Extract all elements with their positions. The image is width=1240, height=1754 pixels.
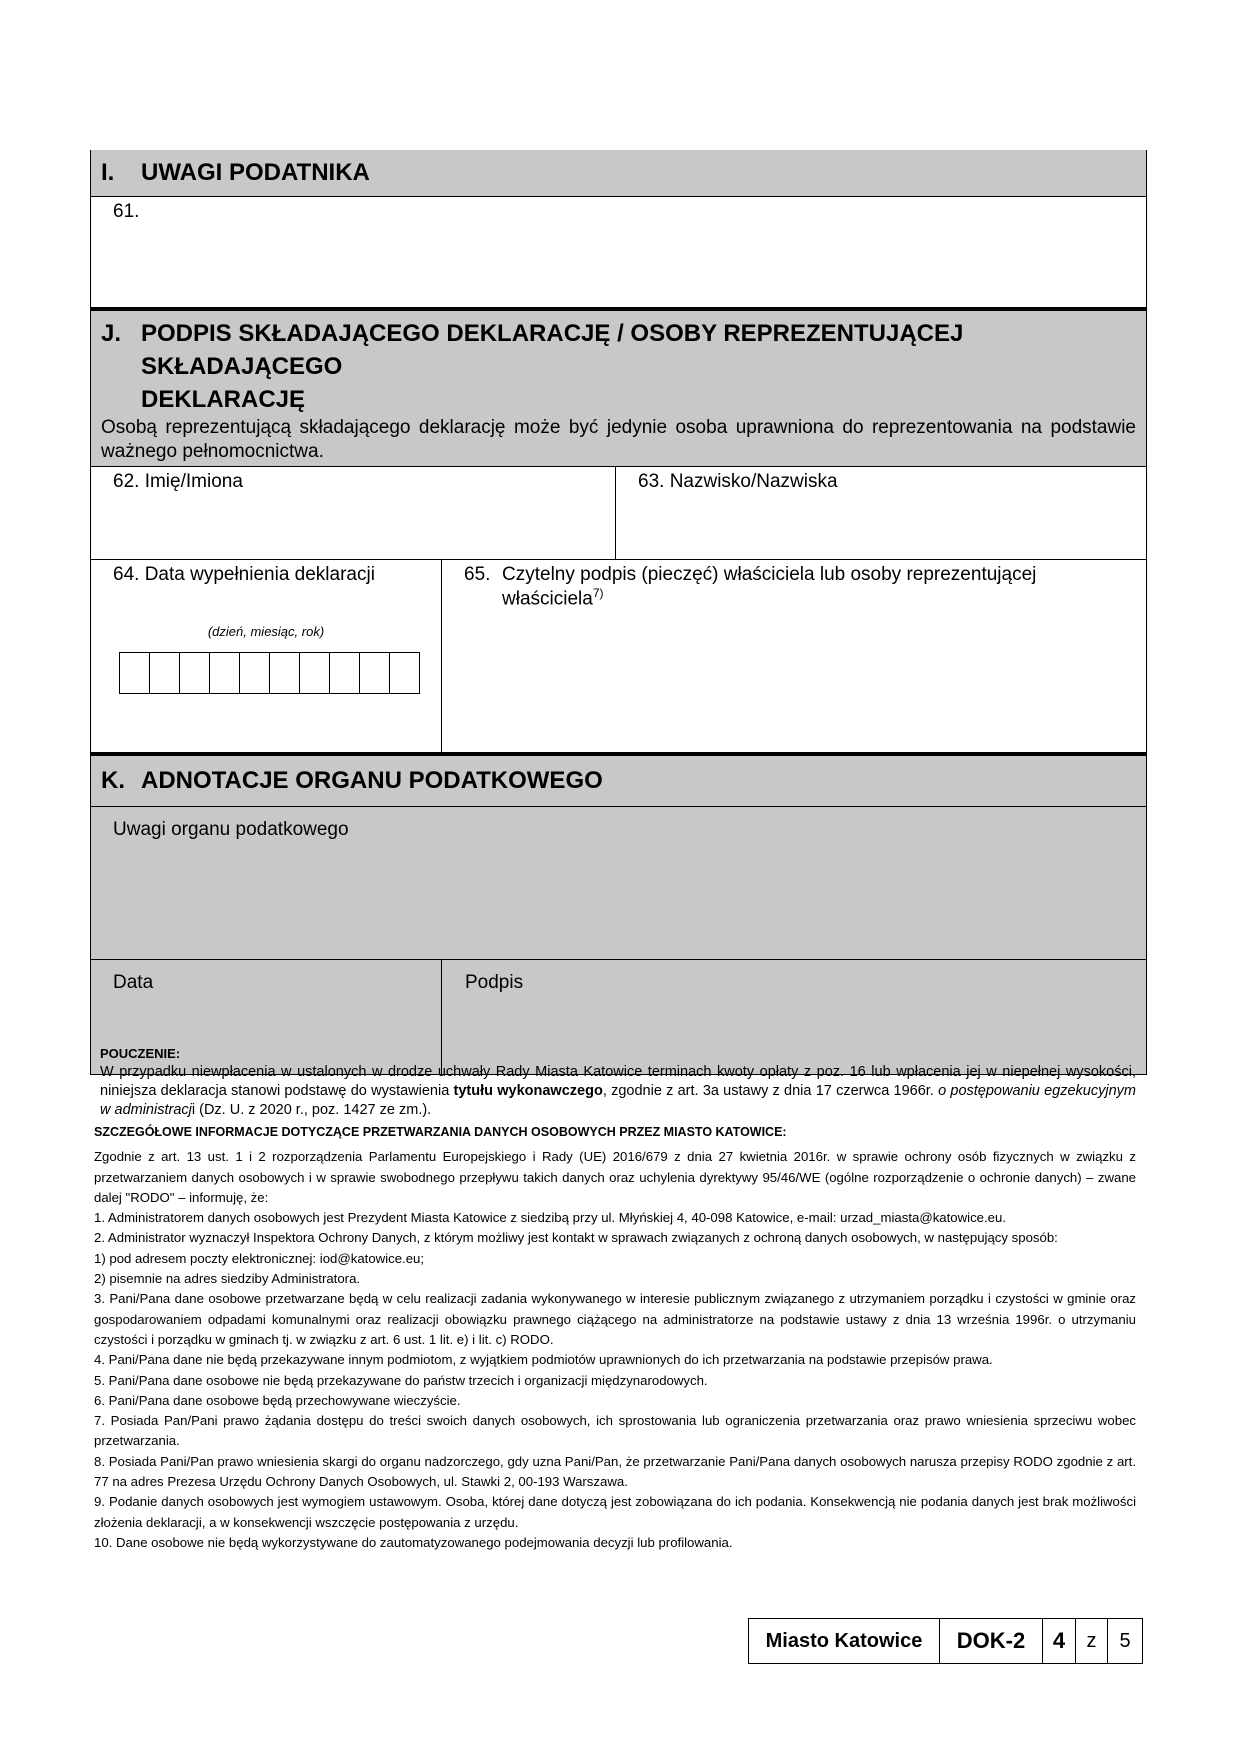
gdpr-information-block xyxy=(94,1122,1136,1553)
field-63-label: 63. Nazwisko/Nazwiska xyxy=(638,471,838,492)
tax-authority-date-label: Data xyxy=(113,972,154,993)
instruction-title: POUCZENIE: xyxy=(100,1046,181,1061)
gdpr-paragraph: 4. Pani/Pana dane nie będą przekazywane innym podmiotom, z wyjątkiem podmiotów uprawnionych do ich przetwarzania na podstawie przepisów prawa. xyxy=(94,1352,993,1368)
page-footer xyxy=(748,1618,1143,1664)
date-signature-row xyxy=(91,560,1146,756)
gdpr-paragraph: 1) pod adresem poczty elektronicznej: iod@katowice.eu; xyxy=(94,1250,425,1266)
gdpr-title: SZCZEGÓŁOWE INFORMACJE DOTYCZĄCE PRZETWARZANIA DANYCH OSOBOWYCH PRZEZ MIASTO KATOWICE: xyxy=(94,1125,787,1139)
date-box[interactable] xyxy=(300,653,330,693)
tax-authority-signature-label: Podpis xyxy=(465,972,524,993)
footnote-7-marker: 7) xyxy=(592,586,604,600)
gdpr-paragraph: 7. Posiada Pan/Pani prawo żądania dostępu do treści swoich danych osobowych, ich sprostowania lub ograniczenia przetwarzania oraz prawo wniesienia sprzeciwu wobec przetwarzania. xyxy=(94,1413,1136,1449)
field-65-text: Czytelny podpis (pieczęć) właściciela lub osoby reprezentującej właściciela xyxy=(502,564,1037,610)
gdpr-paragraph: Zgodnie z art. 13 ust. 1 i 2 rozporządzenia Parlamentu Europejskiego i Rady (UE) 2016/679 z dnia 27 kwietnia 2016r. w sprawie ochrony osób fizycznych w związku z przetwarzaniem danych osobowych i w sprawie swobodnego przepływu takich danych oraz uchylenia dyrektywy 95/46/WE (ogólne rozporządzenie o ochronie danych) – zwane dalej "RODO" – informuję, że: xyxy=(94,1149,1136,1205)
gdpr-paragraph: 2. Administrator wyznaczył Inspektora Ochrony Danych, z którym możliwy jest kontakt w sprawach związanych z ochroną danych osobowych, w następujący sposób: xyxy=(94,1230,1058,1246)
gdpr-paragraph: 2) pisemnie na adres siedziby Administratora. xyxy=(94,1271,361,1287)
gdpr-paragraph: 10. Dane osobowe nie będą wykorzystywane do zautomatyzowanego podejmowania decyzji lub profilowania. xyxy=(94,1534,733,1550)
date-format-hint: (dzień, miesiąc, rok) xyxy=(207,624,325,639)
section-j-title-line1: PODPIS SKŁADAJĄCEGO DEKLARACJĘ / OSOBY REPREZENTUJĄCEJ SKŁADAJĄCEGO xyxy=(141,320,964,380)
section-j-title-line2: DEKLARACJĘ xyxy=(141,386,306,413)
section-i xyxy=(91,150,1146,311)
field-65-signature[interactable] xyxy=(442,560,1146,752)
gdpr-paragraph: 9. Podanie danych osobowych jest wymogiem ustawowym. Osoba, której dane dotyczą jest zobowiązana do ich podania. Konsekwencją nie podania danych jest brak możliwości złożenia deklaracji, a w konsekwencji wszczęcie postępowania z urzędu. xyxy=(94,1494,1136,1530)
section-j-letter: J. xyxy=(101,320,122,347)
instruction-block xyxy=(100,1044,1136,1120)
gdpr-paragraph: 6. Pani/Pana dane osobowe będą przechowywane wieczyście. xyxy=(94,1392,461,1408)
date-box[interactable] xyxy=(270,653,300,693)
field-62-first-names[interactable] xyxy=(91,467,616,559)
field-65-label xyxy=(464,564,1086,610)
section-k-letter: K. xyxy=(101,767,125,794)
section-i-title: UWAGI PODATNIKA xyxy=(141,159,370,186)
tax-authority-remarks-label: Uwagi organu podatkowego xyxy=(113,819,349,840)
section-i-letter: I. xyxy=(101,159,115,186)
date-box[interactable] xyxy=(240,653,270,693)
date-box[interactable] xyxy=(360,653,390,693)
field-61-taxpayer-remarks[interactable] xyxy=(91,197,1146,311)
instruction-text-part: W przypadku niewpłacenia w ustalonych w drodze uchwały Rady Miasta Katowice terminach kwoty opłaty z poz. 16 lub wpłacenia jej w niepełnej wysokości, niniejsza deklaracja stanowi podstawę do wystawienia xyxy=(100,1064,1136,1099)
section-k-title: ADNOTACJE ORGANU PODATKOWEGO xyxy=(141,767,603,794)
date-input-boxes[interactable] xyxy=(119,652,420,694)
footer-total-pages: 5 xyxy=(1119,1629,1131,1652)
section-i-header xyxy=(91,150,1146,197)
field-62-label: 62. Imię/Imiona xyxy=(113,471,243,492)
footer-page-number: 4 xyxy=(1043,1619,1076,1663)
section-k-header xyxy=(91,756,1146,807)
gdpr-paragraph: 3. Pani/Pana dane osobowe przetwarzane będą w celu realizacji zadania wykonywanego w interesie publicznym związanego z utrzymaniem porządku i czystości w gminie oraz gospodarowaniem odpadami komunalnymi oraz realizacji obowiązku prawnego ciążącego na administratorze na podstawie ustawy z dnia 13 września 1996r. o utrzymaniu czystości i porządku w gminach tj. w związku z art. 6 ust. 1 lit. e) i lit. c) RODO. xyxy=(94,1291,1136,1347)
field-64-fill-date xyxy=(91,560,442,752)
gdpr-paragraph: 8. Posiada Pani/Pan prawo wniesienia skargi do organu nadzorczego, gdy uzna Pani/Pan, że przetwarzanie Pani/Pana danych osobowych narusza przepisy RODO zgodnie z art. 77 na adres Prezesa Urzędu Ochrony Danych Osobowych, ul. Stawki 2, 00-193 Warszawa. xyxy=(94,1453,1136,1490)
gdpr-paragraph: 1. Administratorem danych osobowych jest Prezydent Miasta Katowice z siedzibą przy ul. Młyńskiej 4, 40-098 Katowice, e-mail: urzad_miasta@katowice.eu. xyxy=(94,1210,1007,1226)
date-box[interactable] xyxy=(210,653,240,693)
instruction-text-bold: tytułu wykonawczego xyxy=(453,1083,603,1099)
section-j-note: Osobą reprezentującą składającego deklarację może być jedynie osoba uprawniona do reprezentowania na podstawie ważnego pełnomocnictwa. xyxy=(101,417,1136,462)
field-61-label: 61. xyxy=(113,201,140,222)
footer-city: Miasto Katowice xyxy=(749,1619,940,1663)
instruction-text-italic: o postępowaniu egzekucyjnym w administracj xyxy=(100,1083,1136,1118)
name-row xyxy=(91,467,1146,560)
date-box[interactable] xyxy=(120,653,150,693)
instruction-text-part: , zgodnie z art. 3a ustawy z dnia 17 czerwca 1966r. xyxy=(602,1083,939,1099)
date-box[interactable] xyxy=(390,653,419,693)
field-63-surnames[interactable] xyxy=(616,467,1146,559)
footer-form-code: DOK-2 xyxy=(940,1619,1043,1663)
gdpr-paragraph: 5. Pani/Pana dane osobowe nie będą przekazywane do państw trzecich i organizacji międzynarodowych. xyxy=(94,1372,708,1388)
tax-authority-remarks-field xyxy=(91,807,1146,960)
field-65-number: 65. xyxy=(464,564,491,585)
declaration-form xyxy=(90,150,1147,1075)
field-64-label: 64. Data wypełnienia deklaracji xyxy=(113,564,375,585)
footer-of-label: z xyxy=(1076,1619,1108,1663)
date-box[interactable] xyxy=(330,653,360,693)
instruction-text-part: i (Dz. U. z 2020 r., poz. 1427 ze zm.). xyxy=(191,1102,432,1118)
date-box[interactable] xyxy=(180,653,210,693)
section-j xyxy=(91,311,1146,756)
instruction-text xyxy=(100,1063,1136,1120)
date-box[interactable] xyxy=(150,653,180,693)
section-k xyxy=(91,756,1146,1075)
section-j-header xyxy=(91,311,1146,467)
